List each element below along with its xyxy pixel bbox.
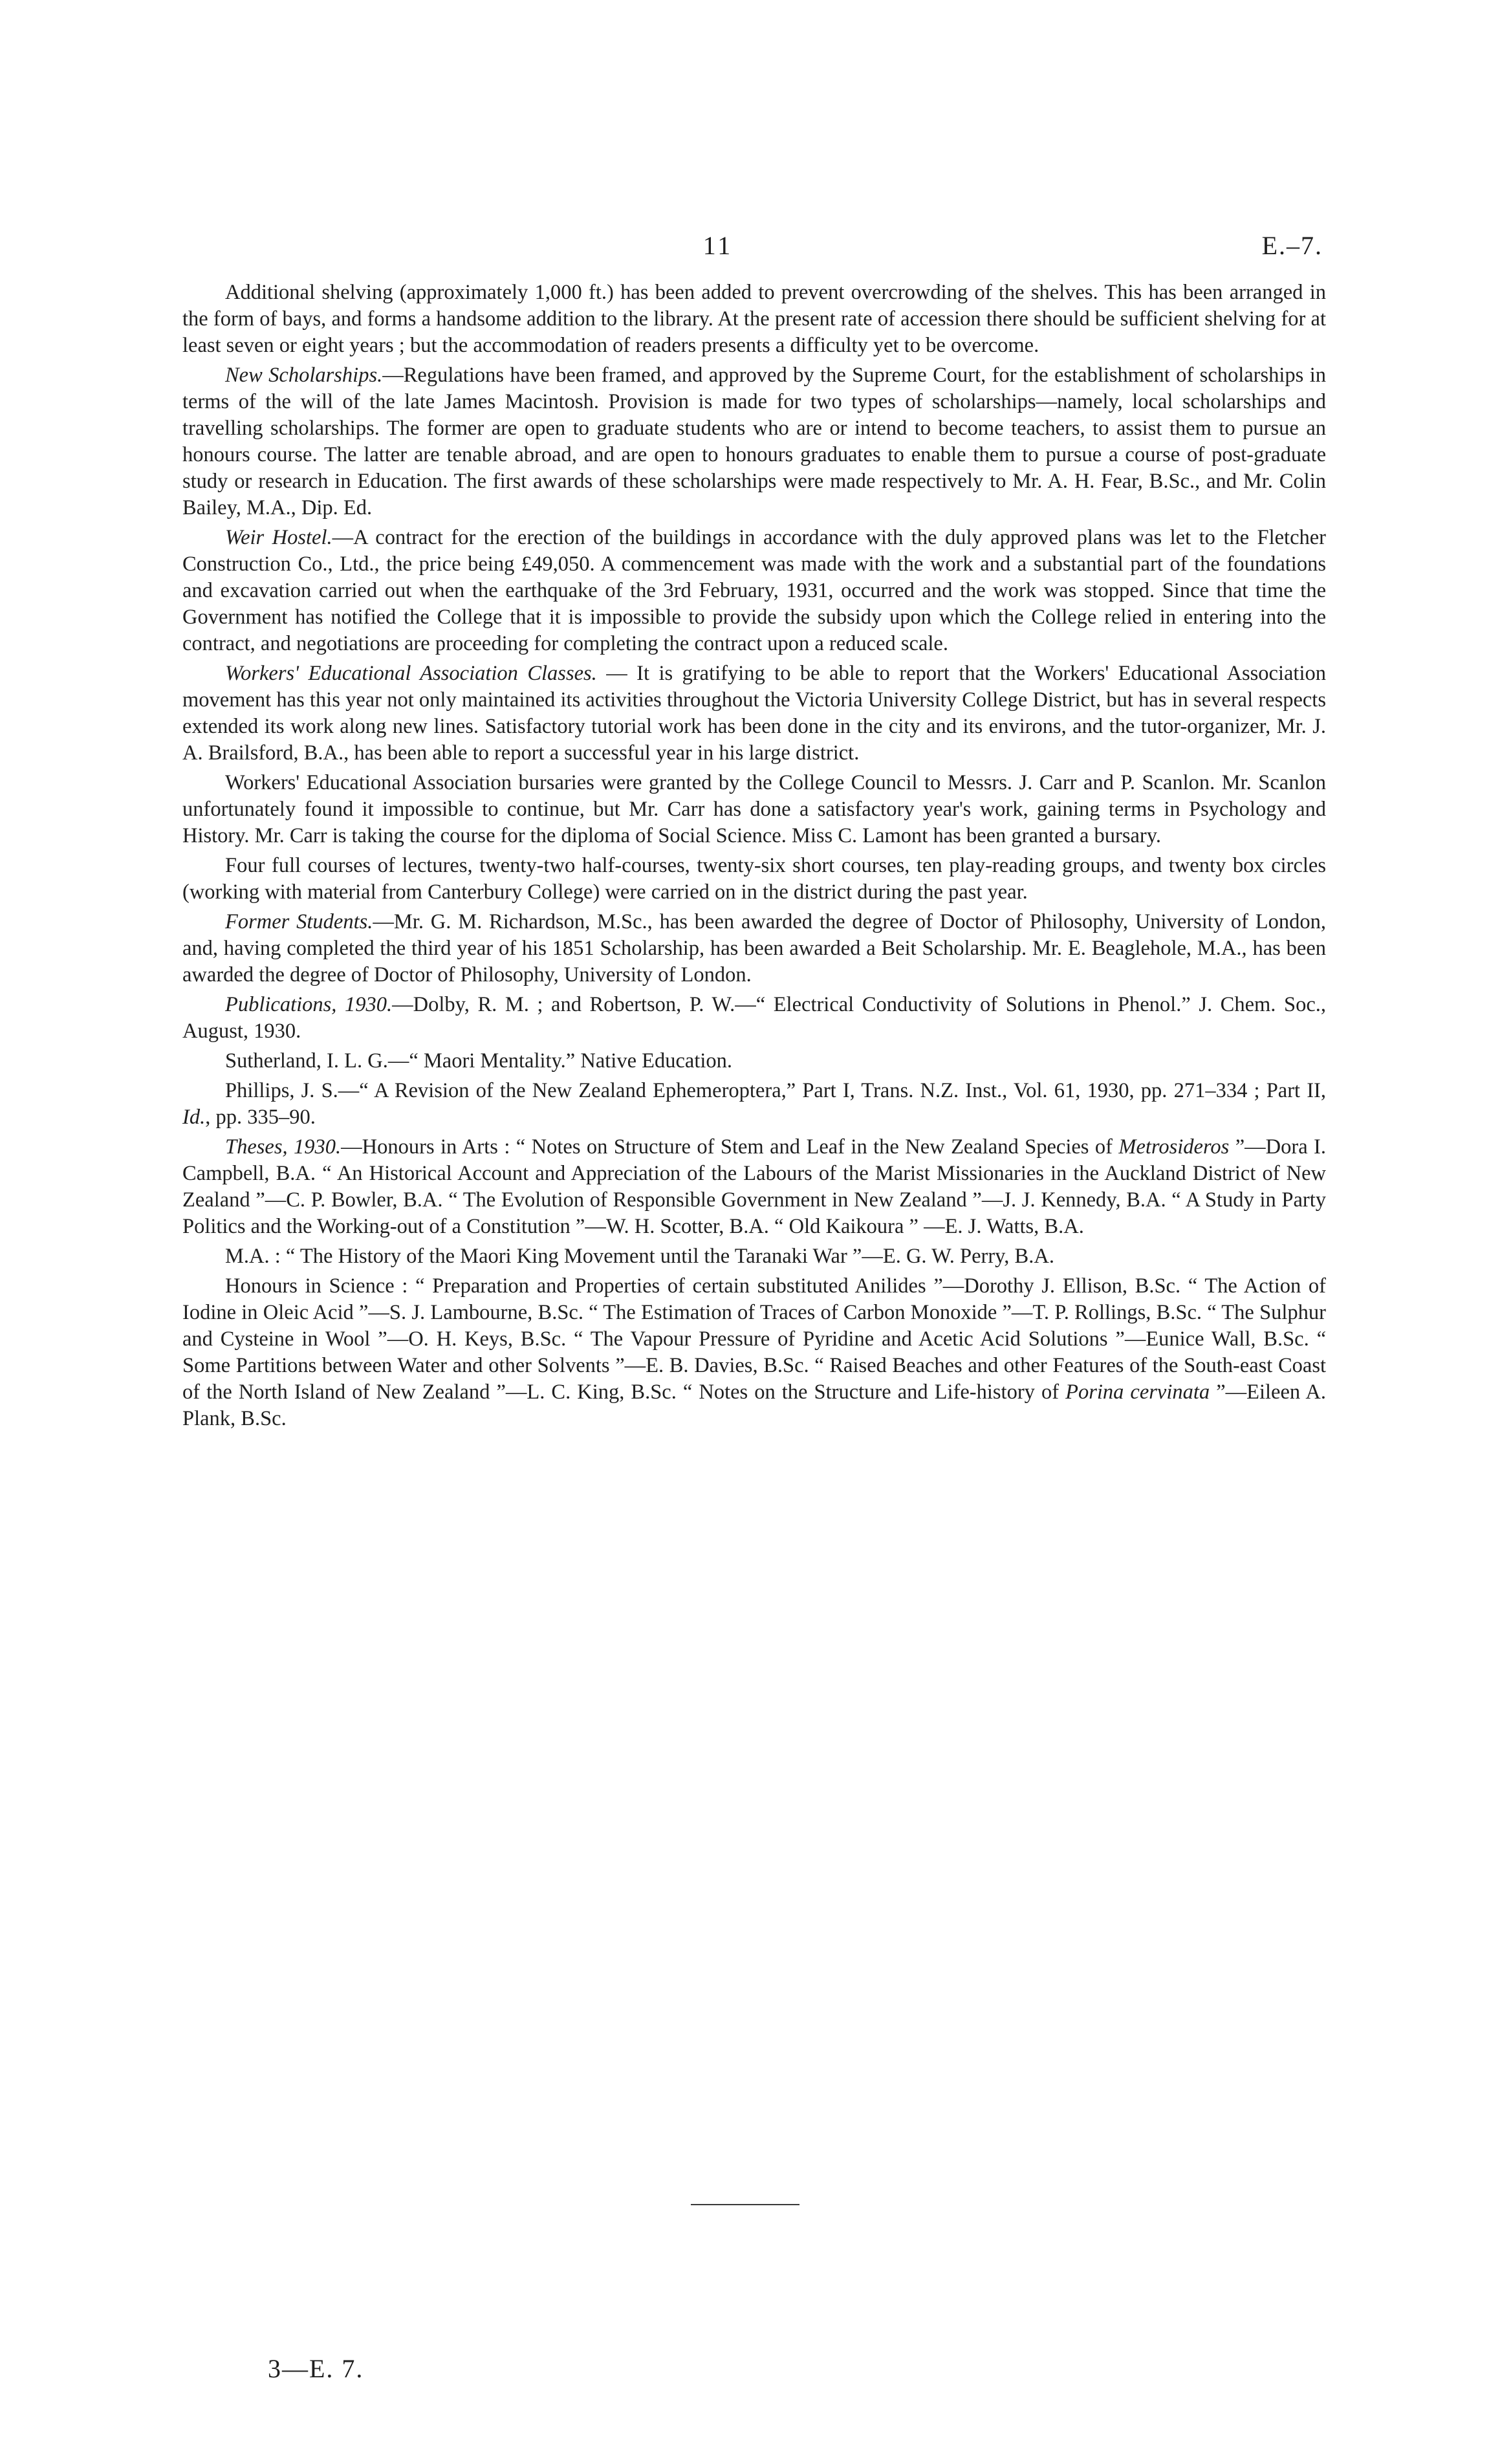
heading-new-scholarships: New Scholarships. bbox=[225, 364, 383, 387]
paragraph-courses: Four full courses of lectures, twenty-two half-courses, twenty-six short courses, ten play-reading groups, and twenty box circles (working with material from Canterbury College) were carried on in the district during the past year. bbox=[182, 854, 1326, 904]
page-number: 11 bbox=[702, 231, 734, 260]
heading-theses: Theses, 1930. bbox=[225, 1135, 342, 1159]
paragraph-shelving: Additional shelving (approximately 1,000 ft.) has been added to prevent overcrowding of the shelves. This has been arranged in the form of bays, and forms a handsome addition to the library. At the present rate of accession there should be sufficient shelving for at least seven or eight years ; but the accommodation of readers presents a difficulty yet to be overcome. bbox=[182, 281, 1326, 357]
heading-publications: Publications, 1930. bbox=[225, 993, 393, 1016]
paragraph-sutherland: Sutherland, I. L. G.—“ Maori Mentality.” Native Education. bbox=[225, 1049, 732, 1073]
body-text bbox=[182, 279, 1326, 1435]
footer-signature: 3—E. 7. bbox=[268, 2354, 364, 2383]
paragraph-new-scholarships: New Scholarships.—Regulations have been framed, and approved by the Supreme Court, for the establishment of scholarships in terms of the will of the late James Macintosh. Provision is made for two types of scholarships—namely, local scholarships and travelling scholarships. The former are open to graduate students who are or intend to become teachers, to assist them to pursue an honours course. The latter are tenable abroad, and are open to honours graduates to enable them to pursue a course of post-graduate study or research in Education. The first awards of these scholarships were made respectively to Mr. A. H. Fear, B.Sc., and Mr. Colin Bailey, M.A., Dip. Ed. bbox=[182, 364, 1326, 519]
document-code: E.–7. bbox=[1261, 231, 1323, 260]
paragraph-theses: Theses, 1930.—Honours in Arts : “ Notes on Structure of Stem and Leaf in the New Zealand Species of Metrosideros ”—Dora I. Campbell, B.A. “ An Historical Account and Appreciation of the Labours of the Marist Missionaries in the Auckland District of New Zealand ”—C. P. Bowler, B.A. “ The Evolution of Responsible Government in New Zealand ”—J. J. Kennedy, B.A. “ A Study in Party Politics and the Working-out of a Constitution ”—W. H. Scotter, B.A. “ Old Kaikoura ” —E. J. Watts, B.A. bbox=[182, 1135, 1326, 1238]
paragraph-wea-bursaries: Workers' Educational Association bursaries were granted by the College Council to Messrs. J. Carr and P. Scanlon. Mr. Scanlon unfortunately found it impossible to continue, but Mr. Carr has done a satisfactory year's work, gaining terms in Psychology and History. Mr. Carr is taking the course for the diploma of Social Science. Miss C. Lamont has been granted a bursary. bbox=[182, 771, 1326, 847]
paragraph-publications: Publications, 1930.—Dolby, R. M. ; and Robertson, P. W.—“ Electrical Conductivity of Solutions in Phenol.” J. Chem. Soc., August, 1930. bbox=[182, 993, 1327, 1043]
heading-former-students: Former Students. bbox=[225, 910, 373, 933]
paragraph-phillips: Phillips, J. S.—“ A Revision of the New Zealand Ephemeroptera,” Part I, Trans. N.Z. Inst., Vol. 61, 1930, pp. 271–334 ; Part II, Id., pp. 335–90. bbox=[182, 1079, 1326, 1129]
heading-wea-classes: Workers' Educational Association Classes. bbox=[225, 662, 597, 685]
paragraph-honours-science: Honours in Science : “ Preparation and Properties of certain substituted Anilides ”—Dorothy J. Ellison, B.Sc. “ The Action of Iodine in Oleic Acid ”—S. J. Lambourne, B.Sc. “ The Estimation of Traces of Carbon Monoxide ”—T. P. Rollings, B.Sc. “ The Sulphur and Cysteine in Wool ”—O. H. Keys, B.Sc. “ The Vapour Pressure of Pyridine and Acetic Acid Solutions ”—Eunice Wall, B.Sc. “ Some Partitions between Water and other Solvents ”—E. B. Davies, B.Sc. “ Raised Beaches and other Features of the South-east Coast of the North Island of New Zealand ”—L. C. King, B.Sc. “ Notes on the Structure and Life-history of Porina cervinata ”—Eileen A. Plank, B.Sc. bbox=[182, 1274, 1326, 1430]
heading-weir-hostel: Weir Hostel. bbox=[225, 526, 332, 549]
section-divider bbox=[691, 2204, 799, 2205]
paragraph-former-students: Former Students.—Mr. G. M. Richardson, M.Sc., has been awarded the degree of Doctor of Philosophy, University of London, and, having completed the third year of his 1851 Scholarship, has been awarded a Beit Scholarship. Mr. E. Beaglehole, M.A., has been awarded the degree of Doctor of Philosophy, University of London. bbox=[182, 910, 1326, 987]
paragraph-wea-classes: Workers' Educational Association Classes. — It is gratifying to be able to report that the Workers' Educational Association movement has this year not only maintained its activities throughout the Victoria University College District, but has in several respects extended its work along new lines. Satisfactory tutorial work has been done in the city and its environs, and the tutor-organizer, Mr. J. A. Brailsford, B.A., has been able to report a successful year in his large district. bbox=[182, 662, 1326, 765]
paragraph-ma-thesis: M.A. : “ The History of the Maori King Movement until the Taranaki War ”—E. G. W. Perry, B.A. bbox=[225, 1245, 1054, 1268]
paragraph-weir-hostel: Weir Hostel.—A contract for the erection of the buildings in accordance with the duly approved plans was let to the Fletcher Construction Co., Ltd., the price being £49,050. A commencement was made with the work and a substantial part of the foundations and excavation carried out when the earthquake of the 3rd February, 1931, occurred and the work was stopped. Since that time the Government has notified the College that it is impossible to provide the subsidy upon which the College relied in entering into the contract, and negotiations are proceeding for completing the contract upon a reduced scale. bbox=[182, 526, 1326, 655]
